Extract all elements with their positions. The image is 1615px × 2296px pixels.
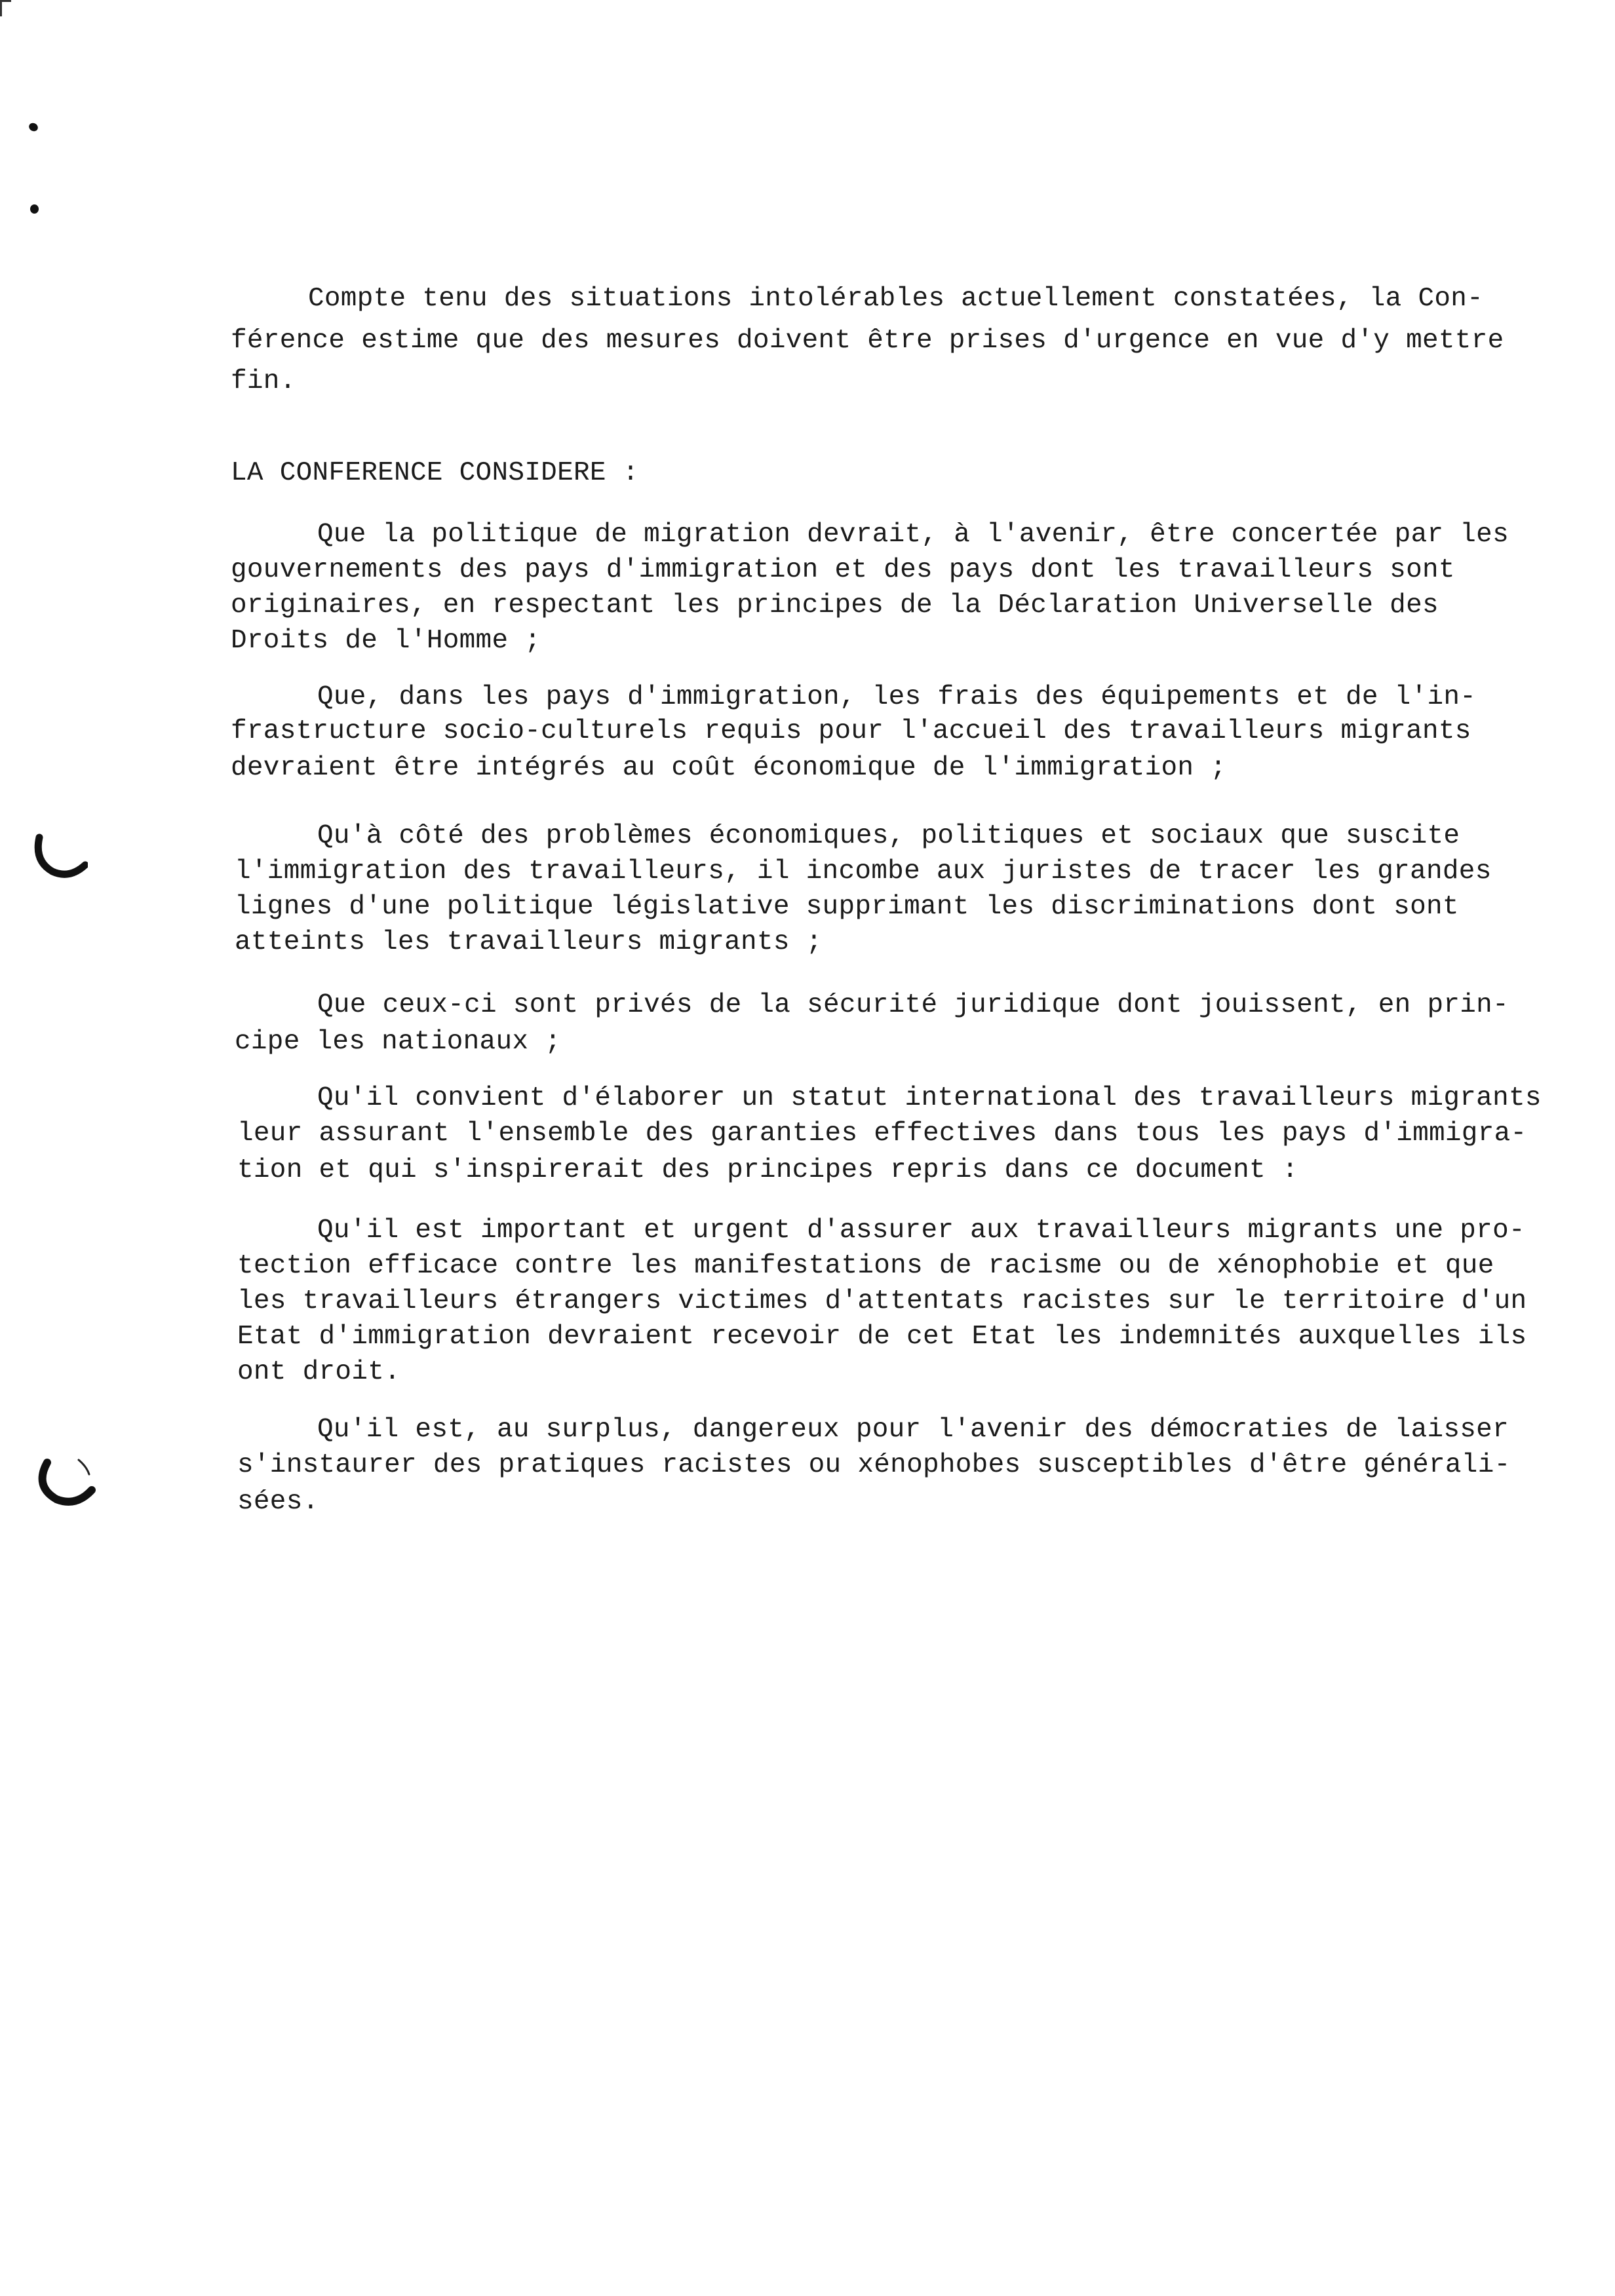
paragraph-3-line-1: Qu'à côté des problèmes économiques, politiques et sociaux que suscite [317, 821, 1460, 851]
paragraph-2-line-1: Que, dans les pays d'immigration, les frais des équipements et de l'in- [317, 682, 1477, 712]
punch-hole-mark [33, 832, 88, 885]
paragraph-6-line-4: Etat d'immigration devraient recevoir de cet Etat les indemnités auxquelles ils [237, 1322, 1527, 1352]
paragraph-7-line-1: Qu'il est, au surplus, dangereux pour l'avenir des démocraties de laisser [317, 1415, 1509, 1445]
paragraph-3-line-3: lignes d'une politique législative supprimant les discriminations dont sont [235, 892, 1459, 922]
intro-line-2: férence estime que des mesures doivent être prises d'urgence en vue d'y mettre [231, 326, 1504, 356]
paragraph-7-line-2: s'instaurer des pratiques racistes ou xénophobes susceptibles d'être générali- [237, 1450, 1511, 1480]
paragraph-1-line-2: gouvernements des pays d'immigration et des pays dont les travailleurs sont [231, 555, 1455, 585]
paragraph-3-line-4: atteints les travailleurs migrants ; [235, 927, 823, 957]
paragraph-5-line-1: Qu'il convient d'élaborer un statut international des travailleurs migrants [317, 1083, 1542, 1113]
paragraph-3-line-2: l'immigration des travailleurs, il incombe aux juristes de tracer les grandes [235, 856, 1492, 887]
scan-speck [28, 121, 39, 132]
paragraph-6-line-5: ont droit. [237, 1357, 401, 1387]
paragraph-1-line-3: originaires, en respectant les principes de la Déclaration Universelle des [231, 590, 1439, 621]
scan-speck [30, 204, 39, 214]
intro-line-3: fin. [231, 366, 296, 396]
paragraph-5-line-3: tion et qui s'inspirerait des principes repris dans ce document : [237, 1155, 1298, 1185]
intro-line-1: Compte tenu des situations intolérables actuellement constatées, la Con- [308, 284, 1484, 314]
scan-corner-mark [0, 0, 11, 16]
paragraph-6-line-1: Qu'il est important et urgent d'assurer aux travailleurs migrants une pro- [317, 1215, 1525, 1246]
section-heading: LA CONFERENCE CONSIDERE : [231, 458, 639, 488]
paragraph-4-line-2: cipe les nationaux ; [235, 1027, 562, 1057]
paragraph-6-line-3: les travailleurs étrangers victimes d'attentats racistes sur le territoire d'un [237, 1286, 1527, 1316]
paragraph-2-line-2: frastructure socio-culturels requis pour l'accueil des travailleurs migrants [231, 716, 1471, 746]
paragraph-4-line-1: Que ceux-ci sont privés de la sécurité juridique dont jouissent, en prin- [317, 990, 1509, 1020]
paragraph-6-line-2: tection efficace contre les manifestations de racisme ou de xénophobie et que [237, 1251, 1494, 1281]
paragraph-5-line-2: leur assurant l'ensemble des garanties effectives dans tous les pays d'immigra- [237, 1119, 1527, 1149]
paragraph-7-line-3: sées. [237, 1487, 319, 1517]
paragraph-1-line-4: Droits de l'Homme ; [231, 626, 541, 656]
paragraph-2-line-3: devraient être intégrés au coût économique de l'immigration ; [231, 753, 1227, 783]
punch-hole-mark [33, 1455, 98, 1514]
paragraph-1-line-1: Que la politique de migration devrait, à l'avenir, être concertée par les [317, 520, 1509, 550]
